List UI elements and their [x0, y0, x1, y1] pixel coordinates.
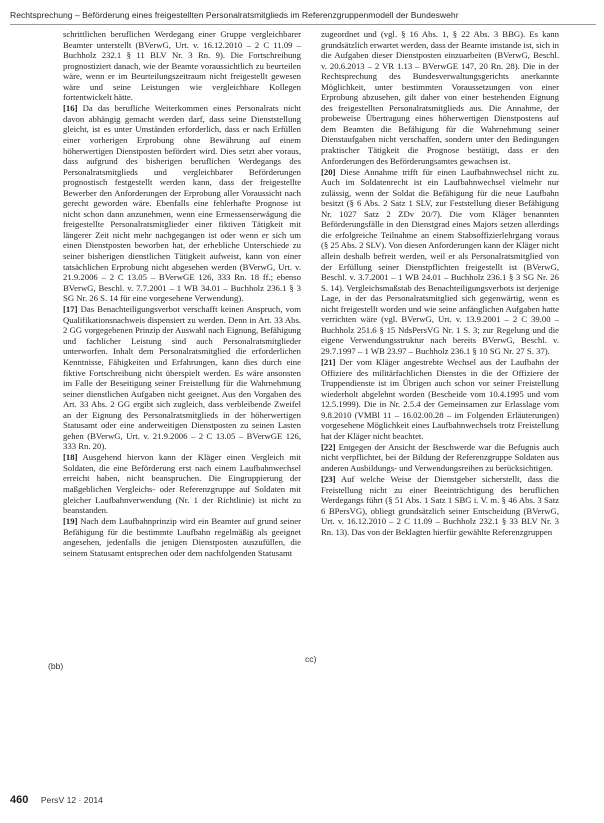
paragraph-text: Entgegen der Ansicht der Beschwerde war die Befugnis auch nicht verpflichtet, bei der Bildung der Referenzgruppe Soldaten aus anderen Ausbildungs- und Verwendungsreihen zu berücksichtigen.: [321, 441, 559, 473]
paragraph-number: [18]: [63, 452, 78, 463]
paragraph: [321, 474, 559, 537]
margin-mark-bb: (bb): [48, 661, 64, 671]
paragraph-number: [17]: [63, 304, 78, 315]
margin-mark-cc: cc): [305, 654, 317, 664]
paragraph-text: Da das berufliche Weiterkommen eines Personalrats nicht davon abhängig gemacht werden darf, dass seine Dienststellung gleicht, ist es unter Umständen erforderlich, dass er nach Erfüllen einer vorherigen Erprobung ohne Bewährung auf einem höherwertigen Dienstposten befördert wird. Dies setzt aber voraus, dass aufgrund des bisherigen beruflichen Werdegangs des Personalratsmitglieds und vergleichbarer Beförderungen prognostisch festgestellt werden kann, dass der freigestellte Bewerber den Anforderungen der Erprobung aller Voraussicht nach gerecht geworden wäre. Ebenfalls eine fehlerhafte Prognose ist nicht schon dann anzunehmen, wenn eine Ermessenserwägung die freigestellte Personalratsmitglieder einer fiktiven Tätigkeit mit längerer Zeit nicht mehr nachgegangen ist oder wenn er sich um einen Dienstposten beworben hat, der erhebliche Unterschiede zu seiner bisherigen dienstlichen Tätigkeit aufweist, kann von einer tatsächlichen Erprobung nicht abgesehen werden (BVerwG, Urt. v. 21.9.2006 – 2 C 13.05 – BVerwGE 126, 333 Rn. 18 ff.; ebenso BVerwG, Beschl. v. 7.7.2001 – 1 WB 34.01 – Buchholz 236.1 § 3 SG Nr. 26 S. 14 für eine vorgesehene Verwendung).: [63, 103, 301, 304]
paragraph: [63, 304, 301, 452]
paragraph-text: Ausgehend hiervon kann der Kläger einen Vergleich mit Soldaten, die eine Beförderung erst nach einem Laufbahnwechsel erreicht haben, nicht beanspruchen. Die Eingruppierung der maßgeblichen Vergleichs- oder Referenzgruppe auf Soldaten mit gleicher Laufbahnverwendung (Nr. 1 der Richtlinie) ist nicht zu beanstanden.: [63, 452, 301, 516]
paragraph-number: [19]: [63, 516, 78, 527]
paragraph-text: Das Benachteiligungsverbot verschafft keinen Anspruch, vom Qualifikationsnachweis dispensiert zu werden. Denn in Art. 33 Abs. 2 GG vorgegebenen Prinzip der Auswahl nach Eignung, Befähigung und fachlicher Leistung sind auch Personalratsmitglieder unterworfen. Inhalt dem Personalratsmitglied die erforderlichen Kenntnisse, Fähigkeiten und Erfahrungen, kann dies durch eine fiktive Fortschreibung nicht überspielt werden. Es wäre ansonsten im Falle der Beseitigung seiner Freistellung für die Wahrnehmung seiner dienstlichen Aufgaben nicht geeignet. Aus den Vorgaben des Art. 33 Abs. 2 GG ergibt sich zugleich, dass verbleibende Zweifel an der Eignung des Personalratsmitglieds in der höherwertigen Statusamt oder eine anderweitigen Dienstposten zu seinen Lasten gehen (BVerwG, Urt. v. 21.9.2006 – 2 C 13.05 – BVerwGE 126, 333 Rn. 20).: [63, 304, 301, 452]
paragraph-text: Auf welche Weise der Dienstgeber sicherstellt, dass die Freistellung nicht zu einer Beeinträchtigung des beruflichen Werdegangs führt (§ 51 Abs. 1 Satz 1 SBG i. V. m. § 46 Abs. 3 Satz 6 BPersVG), obliegt grundsätzlich seiner Entscheidung (BVerwG, Urt. v. 16.12.2010 – 2 C 11.09 – Buchholz 232.1 § 33 BLV Nr. 3 Rn. 13). Das von der Beklagten hierfür gewählte Referenzgruppen: [321, 473, 559, 537]
paragraph-number: [20]: [321, 166, 336, 177]
paragraph-text: Der vom Kläger angestrebte Wechsel aus der Laufbahn der Offiziere des militärfachlichen Dienstes in die der Offiziere der Truppendienste ist im Übrigen auch schon vor seiner Freistellung wiederholt abgelehnt worden (Bescheide vom 10.4.1995 und vom 12.5.1999). Die in Nr. 2.5.4 der Gemeinsamen zur Erlasslage vom 9.8.2010 (VMBl 11 – 16.02.00.28 – im Folgenden Erläuterungen) vorgesehene Möglichkeit eines Laufbahnwechsels trotz Freistellung hat der Kläger nicht beachtet.: [321, 356, 560, 441]
paragraph: [63, 29, 301, 103]
paragraph: [63, 452, 301, 515]
paragraph-text: zugeordnet und (vgl. § 16 Abs. 1, § 22 Abs. 3 BBG). Es kann grundsätzlich erwartet werden, dass der Beamte imstande ist, sich in die Aufgaben dieser Dienstposten einzuarbeiten (BVerwG, Beschl. v. 20.6.2013 – 2 VR 1.13 – BVerwGE 147, 20 Rn. 28). Die in der Rechtsprechung des Bundesverwaltungsgerichts anerkannte Möglichkeit, unter bestimmten Voraussetzungen von einer Erprobung abzusehen, gilt daher von einer bestehenden Eignung des freigestellten Personalratsmitglieds aus. Die Annahme, der probeweise Übertragung eines höherwertigen Dienstpostens auf dem Beamten die Befähigung für die Wahrnehmung seiner Dienstaufgaben nicht verschaffen, sondern unter den Bedingungen praktischer Tätigkeit die Prognose bestätigt, dass er den Anforderungen des Beförderungsamtes gewachsen ist.: [321, 29, 559, 166]
header-rule: [10, 24, 596, 25]
paragraph-text: Nach dem Laufbahnprinzip wird ein Beamter auf grund seiner Befähigung für die bestimmte Laufbahn regelmäßig als geeignet angesehen, jedenfalls die jenigen Dienstposten auszufüllen, die seinem Statusamt entsprechen oder dem nachfolgenden Statusamt: [63, 516, 302, 558]
paragraph-text: schrittlichen beruflichen Werdegang einer Gruppe vergleichbarer Beamter unterstellt (BVerwG, Urt. v. 16.12.2010 – 2 C 11.09 – Buchholz 232.1 § 11 BLV Nr. 3 Rn. 9). Die Fortschreibung prognostiziert danach, wie der Beamte voraussichtlich zu beurteilen wäre, wenn er im Beurteilungszeitraum nicht freigestellt gewesen wäre und seine Leistungen wie vergleichbare Kollegen fortentwickelt hätte.: [63, 29, 301, 103]
right-column: [321, 29, 559, 538]
paragraph: [321, 442, 559, 474]
paragraph: [321, 29, 559, 166]
paragraph: [321, 167, 559, 357]
paragraph-number: [21]: [321, 356, 336, 367]
page-number: 460: [10, 794, 29, 806]
running-head: Rechtsprechung – Beförderung eines freigestellten Personalratsmitglieds im Referenzgruppenmodell der Bundeswehr: [10, 10, 459, 20]
left-column: [63, 29, 301, 559]
journal-issue: PersV 12 · 2014: [40, 795, 103, 805]
paragraph: [321, 357, 559, 441]
paragraph-number: [16]: [63, 103, 78, 114]
paragraph-number: [23]: [321, 473, 336, 484]
paragraph: [63, 516, 301, 558]
paragraph: [63, 103, 301, 303]
paragraph-text: Diese Annahme trifft für einen Laufbahnwechsel nicht zu. Auch im Soldatenrecht ist ein Laufbahnwechsel vielmehr nur zulässig, wenn der Soldat die Befähigung für die neue Laufbahn besitzt (§ 6 Abs. 2 Satz 1 SLV, zur Feststellung dieser Befähigung Nr. 1027 Satz 2 ZDv 20/7). Die vom Kläger benannten Beförderungsfälle in den Dienstgrad eines Majors setzen allerdings die erfolgreiche Teilnahme an einem Stabsoffizierlehrgang voraus (§ 25 Abs. 2 SLV). Von diesen Anforderungen kann der Kläger nicht allein deshalb befreit werden, weil er als Personalratsmitglied von der Erfüllung seiner Dienstpflichten freigestellt ist (BVerwG, Beschl. v. 3.7.2001 – 1 WB 24.01 – Buchholz 236.1 § 3 SG Nr. 26 S. 14). Vergleichsmaßstab des Benachteiligungsverbots ist derjenige Lage, in der das Personalratsmitglied sich gegenwärtig, wenn es nicht freigestellt worden und wie seine anfänglichen Aufgaben hatte verrichten wäre (vgl. BVerwG, Urt. v. 13.9.2001 – 2 C 39.00 – Buchholz 251.6 § 15 NdsPersVG Nr. 1 S. 3; zur Regelung und die eigene Verwendungsstruktur nach bereits BVerwG, Beschl. v. 29.7.1997 – 1 WB 23.97 – Buchholz 236.1 § 10 SG Nr. 27 S. 37).: [321, 166, 559, 356]
paragraph-number: [22]: [321, 441, 336, 452]
page-footer: [10, 790, 310, 808]
